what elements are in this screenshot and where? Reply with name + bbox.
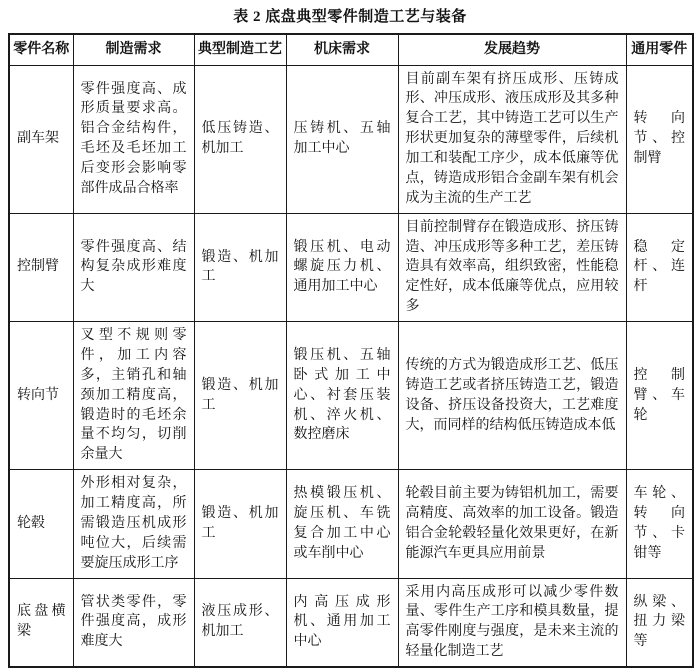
common-parts-cell: 转向节、控制臂 bbox=[626, 65, 693, 213]
process-cell: 锻造、机加工 bbox=[194, 213, 286, 321]
trend-cell: 目前副车架有挤压成形、压铸成形、冲压成形、液压成形及其多种复合工艺，其中铸造工艺可以生产形状更加复杂的薄壁零件，后续机加工和装配工序少，成本低廉等优点，铸造成形铝合金副车架有机会成为主流的生产工艺 bbox=[398, 65, 626, 213]
common-parts-cell: 稳定杆、连杆 bbox=[626, 213, 693, 321]
table-row bbox=[9, 470, 693, 578]
part-name-cell: 副车架 bbox=[9, 65, 73, 213]
column-header-machine: 机床需求 bbox=[286, 34, 398, 65]
machine-tool-cell: 热模锻压机、旋压机、车铣复合加工中心或车削中心 bbox=[286, 470, 398, 578]
machine-tool-cell: 压铸机、五轴加工中心 bbox=[286, 65, 398, 213]
process-cell: 锻造、机加工 bbox=[194, 322, 286, 470]
process-cell: 低压铸造、机加工 bbox=[194, 65, 286, 213]
requirement-cell: 零件强度高、结构复杂成形难度大 bbox=[73, 213, 194, 321]
column-header-requirement: 制造需求 bbox=[73, 34, 194, 65]
process-cell: 锻造、机加工 bbox=[194, 470, 286, 578]
table-row bbox=[9, 578, 693, 667]
machine-tool-cell: 内高压成形机、通用加工中心 bbox=[286, 578, 398, 667]
table-row bbox=[9, 322, 693, 470]
part-name-cell: 底盘横梁 bbox=[9, 578, 73, 667]
table-header-row bbox=[9, 34, 693, 65]
table-row bbox=[9, 213, 693, 321]
trend-cell: 目前控制臂存在锻造成形、挤压铸造、冲压成形等多种工艺，差压铸造具有效率高，组织致密，性能稳定性好，成本低廉等优点，应用较多 bbox=[398, 213, 626, 321]
column-header-common-parts: 通用零件 bbox=[626, 34, 693, 65]
requirement-cell: 管状类零件，零件强度高，成形难度大 bbox=[73, 578, 194, 667]
chassis-parts-table bbox=[8, 33, 694, 668]
part-name-cell: 轮毂 bbox=[9, 470, 73, 578]
column-header-part-name: 零件名称 bbox=[9, 34, 73, 65]
part-name-cell: 转向节 bbox=[9, 322, 73, 470]
trend-cell: 传统的方式为锻造成形工艺、低压铸造工艺或者挤压铸造工艺，锻造设备、挤压设备投资大，工艺难度大，而同样的结构低压铸造成本低 bbox=[398, 322, 626, 470]
table-caption: 表 2 底盘典型零件制造工艺与装备 bbox=[233, 9, 467, 25]
common-parts-cell: 车轮、转向节、卡钳等 bbox=[626, 470, 693, 578]
table-row bbox=[9, 65, 693, 213]
column-header-process: 典型制造工艺 bbox=[194, 34, 286, 65]
requirement-cell: 零件强度高、成形质量要求高。铝合金结构件，毛坯及毛坯加工后变形会影响零部件成品合格率 bbox=[73, 65, 194, 213]
part-name-cell: 控制臂 bbox=[9, 213, 73, 321]
machine-tool-cell: 锻压机、电动螺旋压力机、通用加工中心 bbox=[286, 213, 398, 321]
process-cell: 液压成形、机加工 bbox=[194, 578, 286, 667]
common-parts-cell: 控制臂、车轮 bbox=[626, 322, 693, 470]
requirement-cell: 叉型不规则零件，加工内容多，主销孔和轴颈加工精度高，锻造时的毛坯余量不均匀，切削余量大 bbox=[73, 322, 194, 470]
column-header-trend: 发展趋势 bbox=[398, 34, 626, 65]
machine-tool-cell: 锻压机、五轴卧式加工中心、衬套压装机、淬火机、数控磨床 bbox=[286, 322, 398, 470]
common-parts-cell: 纵梁、扭力梁等 bbox=[626, 578, 693, 667]
requirement-cell: 外形相对复杂，加工精度高，所需锻造压机成形吨位大，后续需要旋压成形工序 bbox=[73, 470, 194, 578]
trend-cell: 轮毂目前主要为铸铝机加工，需要高精度、高效率的加工设备。锻造铝合金轮毂轻量化效果更好，在新能源汽车更具应用前景 bbox=[398, 470, 626, 578]
trend-cell: 采用内高压成形可以减少零件数量、零件生产工序和模具数量，提高零件刚度与强度，是未来主流的轻量化制造工艺 bbox=[398, 578, 626, 667]
